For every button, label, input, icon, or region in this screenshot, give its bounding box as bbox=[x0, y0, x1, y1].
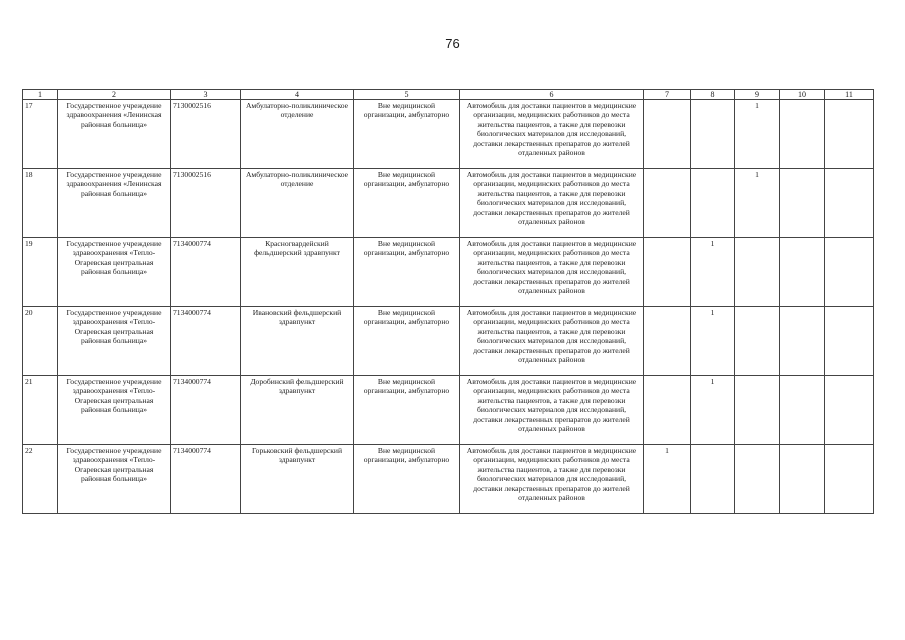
column-header: 7 bbox=[644, 90, 691, 100]
unit-cell: Красногвардейский фельдшерский здравпункт bbox=[241, 238, 354, 307]
col8-cell: 1 bbox=[691, 238, 735, 307]
col7-cell bbox=[644, 376, 691, 445]
col9-cell bbox=[735, 307, 780, 376]
institution-cell: Государственное учреждение здравоохранения «Тепло-Огаревская центральная районная больница» bbox=[58, 307, 171, 376]
col8-cell: 1 bbox=[691, 376, 735, 445]
institution-cell: Государственное учреждение здравоохранения «Ленинская районная больница» bbox=[58, 100, 171, 169]
col10-cell bbox=[780, 445, 825, 514]
equipment-cell: Автомобиль для доставки пациентов в медицинские организации, медицинских работников до места жительства пациентов, а также для перевозки биологических материалов для исследований, доставки лекарственных препаратов до жителей отдаленных районов bbox=[460, 307, 644, 376]
col11-cell bbox=[825, 376, 874, 445]
equipment-cell: Автомобиль для доставки пациентов в медицинские организации, медицинских работников до места жительства пациентов, а также для перевозки биологических материалов для исследований, доставки лекарственных препаратов до жителей отдаленных районов bbox=[460, 376, 644, 445]
col7-cell bbox=[644, 307, 691, 376]
col10-cell bbox=[780, 169, 825, 238]
conditions-cell: Вне медицинской организации, амбулаторно bbox=[354, 376, 460, 445]
col9-cell bbox=[735, 238, 780, 307]
equipment-cell: Автомобиль для доставки пациентов в медицинские организации, медицинских работников до места жительства пациентов, а также для перевозки биологических материалов для исследований, доставки лекарственных препаратов до жителей отдаленных районов bbox=[460, 445, 644, 514]
col11-cell bbox=[825, 169, 874, 238]
conditions-cell: Вне медицинской организации, амбулаторно bbox=[354, 445, 460, 514]
column-header: 6 bbox=[460, 90, 644, 100]
unit-cell: Доробинский фельдшерский здравпункт bbox=[241, 376, 354, 445]
col9-cell bbox=[735, 376, 780, 445]
inn-cell: 7130002516 bbox=[171, 100, 241, 169]
col7-cell bbox=[644, 169, 691, 238]
col7-cell bbox=[644, 238, 691, 307]
col11-cell bbox=[825, 307, 874, 376]
col8-cell bbox=[691, 169, 735, 238]
row-number: 22 bbox=[23, 445, 58, 514]
table-row bbox=[23, 100, 874, 169]
page-number: 76 bbox=[445, 36, 460, 51]
header-row bbox=[23, 90, 874, 100]
col11-cell bbox=[825, 445, 874, 514]
col9-cell bbox=[735, 445, 780, 514]
unit-cell: Амбулаторно-поликлиническое отделение bbox=[241, 169, 354, 238]
col10-cell bbox=[780, 307, 825, 376]
table-row bbox=[23, 307, 874, 376]
inn-cell: 7134000774 bbox=[171, 307, 241, 376]
row-number: 21 bbox=[23, 376, 58, 445]
column-header: 1 bbox=[23, 90, 58, 100]
inn-cell: 7134000774 bbox=[171, 376, 241, 445]
col10-cell bbox=[780, 376, 825, 445]
column-header: 10 bbox=[780, 90, 825, 100]
conditions-cell: Вне медицинской организации, амбулаторно bbox=[354, 238, 460, 307]
row-number: 20 bbox=[23, 307, 58, 376]
col11-cell bbox=[825, 100, 874, 169]
col11-cell bbox=[825, 238, 874, 307]
inn-cell: 7130002516 bbox=[171, 169, 241, 238]
institution-cell: Государственное учреждение здравоохранения «Тепло-Огаревская центральная районная больница» bbox=[58, 445, 171, 514]
unit-cell: Амбулаторно-поликлиническое отделение bbox=[241, 100, 354, 169]
column-header: 9 bbox=[735, 90, 780, 100]
conditions-cell: Вне медицинской организации, амбулаторно bbox=[354, 169, 460, 238]
col9-cell: 1 bbox=[735, 169, 780, 238]
table-row bbox=[23, 169, 874, 238]
column-header: 11 bbox=[825, 90, 874, 100]
institution-cell: Государственное учреждение здравоохранения «Ленинская районная больница» bbox=[58, 169, 171, 238]
table-row bbox=[23, 445, 874, 514]
column-header: 4 bbox=[241, 90, 354, 100]
column-header: 3 bbox=[171, 90, 241, 100]
col10-cell bbox=[780, 100, 825, 169]
equipment-cell: Автомобиль для доставки пациентов в медицинские организации, медицинских работников до места жительства пациентов, а также для перевозки биологических материалов для исследований, доставки лекарственных препаратов до жителей отдаленных районов bbox=[460, 169, 644, 238]
inn-cell: 7134000774 bbox=[171, 238, 241, 307]
equipment-cell: Автомобиль для доставки пациентов в медицинские организации, медицинских работников до места жительства пациентов, а также для перевозки биологических материалов для исследований, доставки лекарственных препаратов до жителей отдаленных районов bbox=[460, 238, 644, 307]
column-header: 8 bbox=[691, 90, 735, 100]
institution-cell: Государственное учреждение здравоохранения «Тепло-Огаревская центральная районная больница» bbox=[58, 238, 171, 307]
column-header: 5 bbox=[354, 90, 460, 100]
col8-cell bbox=[691, 445, 735, 514]
row-number: 18 bbox=[23, 169, 58, 238]
row-number: 17 bbox=[23, 100, 58, 169]
col9-cell: 1 bbox=[735, 100, 780, 169]
unit-cell: Горьковский фельдшерский здравпункт bbox=[241, 445, 354, 514]
inn-cell: 7134000774 bbox=[171, 445, 241, 514]
table-row bbox=[23, 238, 874, 307]
column-header: 2 bbox=[58, 90, 171, 100]
institution-cell: Государственное учреждение здравоохранения «Тепло-Огаревская центральная районная больница» bbox=[58, 376, 171, 445]
col7-cell: 1 bbox=[644, 445, 691, 514]
row-number: 19 bbox=[23, 238, 58, 307]
table-row bbox=[23, 376, 874, 445]
col10-cell bbox=[780, 238, 825, 307]
col8-cell: 1 bbox=[691, 307, 735, 376]
col7-cell bbox=[644, 100, 691, 169]
unit-cell: Ивановский фельдшерский здравпункт bbox=[241, 307, 354, 376]
equipment-cell: Автомобиль для доставки пациентов в медицинские организации, медицинских работников до места жительства пациентов, а также для перевозки биологических материалов для исследований, доставки лекарственных препаратов до жителей отдаленных районов bbox=[460, 100, 644, 169]
conditions-cell: Вне медицинской организации, амбулаторно bbox=[354, 307, 460, 376]
conditions-cell: Вне медицинской организации, амбулаторно bbox=[354, 100, 460, 169]
col8-cell bbox=[691, 100, 735, 169]
data-table bbox=[22, 89, 874, 514]
